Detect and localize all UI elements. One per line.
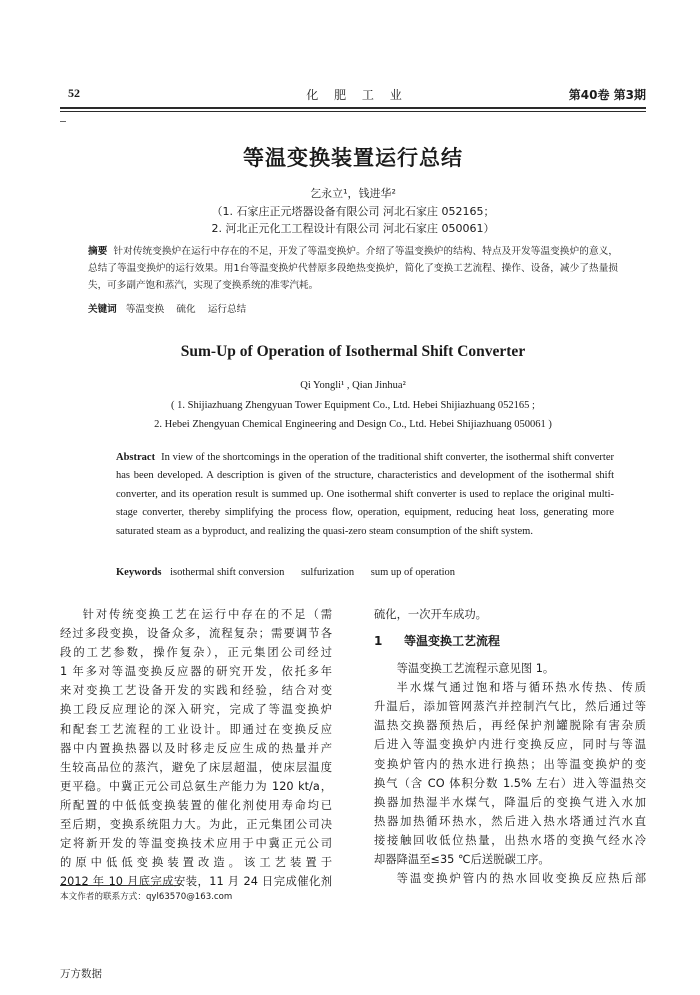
body-right-column (374, 605, 646, 888)
body-line: 更平稳。中冀正元公司总氨生产能力为 120 kt/a， (60, 779, 332, 793)
section-number: 1 (374, 634, 383, 649)
keyword-en: sulfurization (301, 567, 355, 578)
keyword-cn: 运行总结 (207, 304, 247, 315)
body-line: 和配套工艺流程的工业设计。即通过在变换反应 (60, 722, 332, 736)
body-line: 段的工艺参数，操作复杂），正元集团公司经过 (60, 646, 332, 660)
running-header (68, 86, 646, 106)
volume-issue: 第40卷 第3期 (568, 88, 646, 102)
keywords-chinese-label: 关键词 (88, 304, 117, 315)
body-line: 等温变换工艺流程示意见图 1。 (396, 662, 555, 676)
author-contact-footnote: 本文作者的联系方式：qyl63570@163.com (60, 892, 233, 902)
body-line: 换器加热湿半水煤气，降温后的变换气进入水加 (374, 795, 646, 809)
keyword-cn: 硫化 (176, 304, 196, 315)
affiliation-chinese-2: 2. 河北正元化工工程设计有限公司 河北石家庄 050061） (211, 222, 495, 235)
body-line: 变换炉管内的热水进行换热；出等温变换炉的变 (374, 757, 646, 771)
body-line: 温热交换器预热后，再经保护剂罐脱除有害杂质 (374, 719, 646, 733)
keywords-chinese (88, 301, 618, 318)
body-line: 接接触回收低位热量，出热水塔的变换气经水冷 (374, 833, 646, 847)
header-rule-thin (60, 111, 646, 112)
body-line: 定将新开发的等温变换技术应用于中冀正元公司 (60, 837, 332, 851)
title-english: Sum-Up of Operation of Isothermal Shift Converter (180, 343, 526, 360)
body-line: 半水煤气通过饱和塔与循环热水传热、传质 (396, 681, 646, 695)
body-line: 却器降温至≤35 ℃后送脱碳工序。 (374, 853, 550, 867)
abstract-english-label: Abstract (116, 452, 156, 463)
body-line: 硫化，一次开车成功。 (374, 608, 487, 621)
abstract-english-text: In view of the shortcomings in the operation of the traditional shift converter, the isothermal shift converter has been developed. A description is given of the structure, characteristics and development of the isothermal shift converter, and its operation result is summed up. One isothermal shift converter is used to replace the original multi-stage converter, thereby simplifying the process flow, operation, equipment, reducing heat loss, generating more saturated steam as a byproduct, and realizing the quasi-zero steam consumption of the shift system. (116, 452, 614, 537)
body-line: 2012 年 10 月底完成安装，11 月 24 日完成催化剂 (60, 875, 332, 889)
body-line: 升温后，添加管网蒸汽并控制汽气比，然后通过等 (374, 700, 646, 714)
keyword-cn: 等温变换 (125, 304, 165, 315)
affiliation-chinese-1: （1. 石家庄正元塔器设备有限公司 河北石家庄 052165； (211, 205, 495, 218)
journal-name: 化 肥 工 业 (306, 88, 408, 102)
keyword-en: sum up of operation (370, 567, 456, 578)
body-line: 换工段反应理论的深入研究，完成了等温变换炉 (60, 703, 332, 717)
abstract-english (116, 449, 614, 541)
watermark-wanfang: 万方数据 (60, 968, 102, 980)
affiliation-english-2: 2. Hebei Zhengyuan Chemical Engineering and Design Co., Ltd. Hebei Shijiazhuang 050061 ) (154, 419, 552, 430)
keyword-en: isothermal shift conversion (170, 567, 285, 578)
body-line: 来对变换工艺设备开发的实践和经验，结合对变 (60, 684, 332, 698)
margin-mark (60, 121, 66, 122)
keywords-english-label: Keywords (116, 567, 162, 578)
abstract-chinese-label: 摘要 (88, 246, 108, 257)
body-line: 热器加热循环热水，然后进入热水塔通过汽水直 (374, 814, 646, 828)
section-title: 等温变换工艺流程 (404, 634, 501, 649)
body-line: 器中内置换热器以及时移走反应生成的热量并产 (60, 741, 332, 755)
body-line: 1 年多对等温变换反应器的研究开发，依托多年 (60, 665, 332, 679)
body-line: 经过多段变换，设备众多，流程复杂；需要调节各 (60, 627, 332, 641)
header-rule (60, 107, 646, 109)
body-line: 所配置的中低低变换装置的催化剂使用寿命均已 (60, 798, 332, 812)
abstract-chinese (88, 243, 618, 295)
body-left-column (60, 605, 332, 891)
authors-chinese: 乞永立¹，钱进华² (310, 187, 396, 200)
body-line: 等温变换炉管内的热水回收变换反应热后部 (396, 872, 646, 886)
body-line: 后进入等温变换炉内进行变换反应，同时与等温 (374, 738, 646, 752)
section-heading (374, 629, 646, 653)
abstract-chinese-text: 针对传统变换炉在运行中存在的不足，开发了等温变换炉。介绍了等温变换炉的结构、特点及开发等温变换炉的意义，总结了等温变换炉的运行效果。用1台等温变换炉代替原多段绝热变换炉，简化了变换工艺流程、操作、设备，减少了热量损失，可多副产饱和蒸汽，实现了变换系统的准零汽耗。 (88, 246, 619, 292)
body-line: 生较高品位的蒸汽，避免了床层超温，使床层温度 (60, 760, 332, 774)
body-line: 针对传统变换工艺在运行中存在的不足（需 (82, 608, 332, 621)
title-chinese: 等温变换装置运行总结 (243, 146, 463, 170)
body-line: 换气（含 CO 体积分数 1.5% 左右）进入等温热交 (374, 776, 646, 790)
page-number: 52 (68, 86, 80, 100)
authors-english: Qi Yongli¹ , Qian Jinhua² (300, 380, 406, 391)
affiliation-english-1: ( 1. Shijiazhuang Zhengyuan Tower Equipment Co., Ltd. Hebei Shijiazhuang 052165 ; (171, 400, 535, 411)
footnote-rule (60, 885, 180, 886)
keywords-english (116, 567, 614, 578)
body-line: 的原中低低变换装置改造。该工艺装置于 (60, 856, 332, 870)
body-line: 至后期，变换系统阻力大。为此，正元集团公司决 (60, 818, 332, 832)
